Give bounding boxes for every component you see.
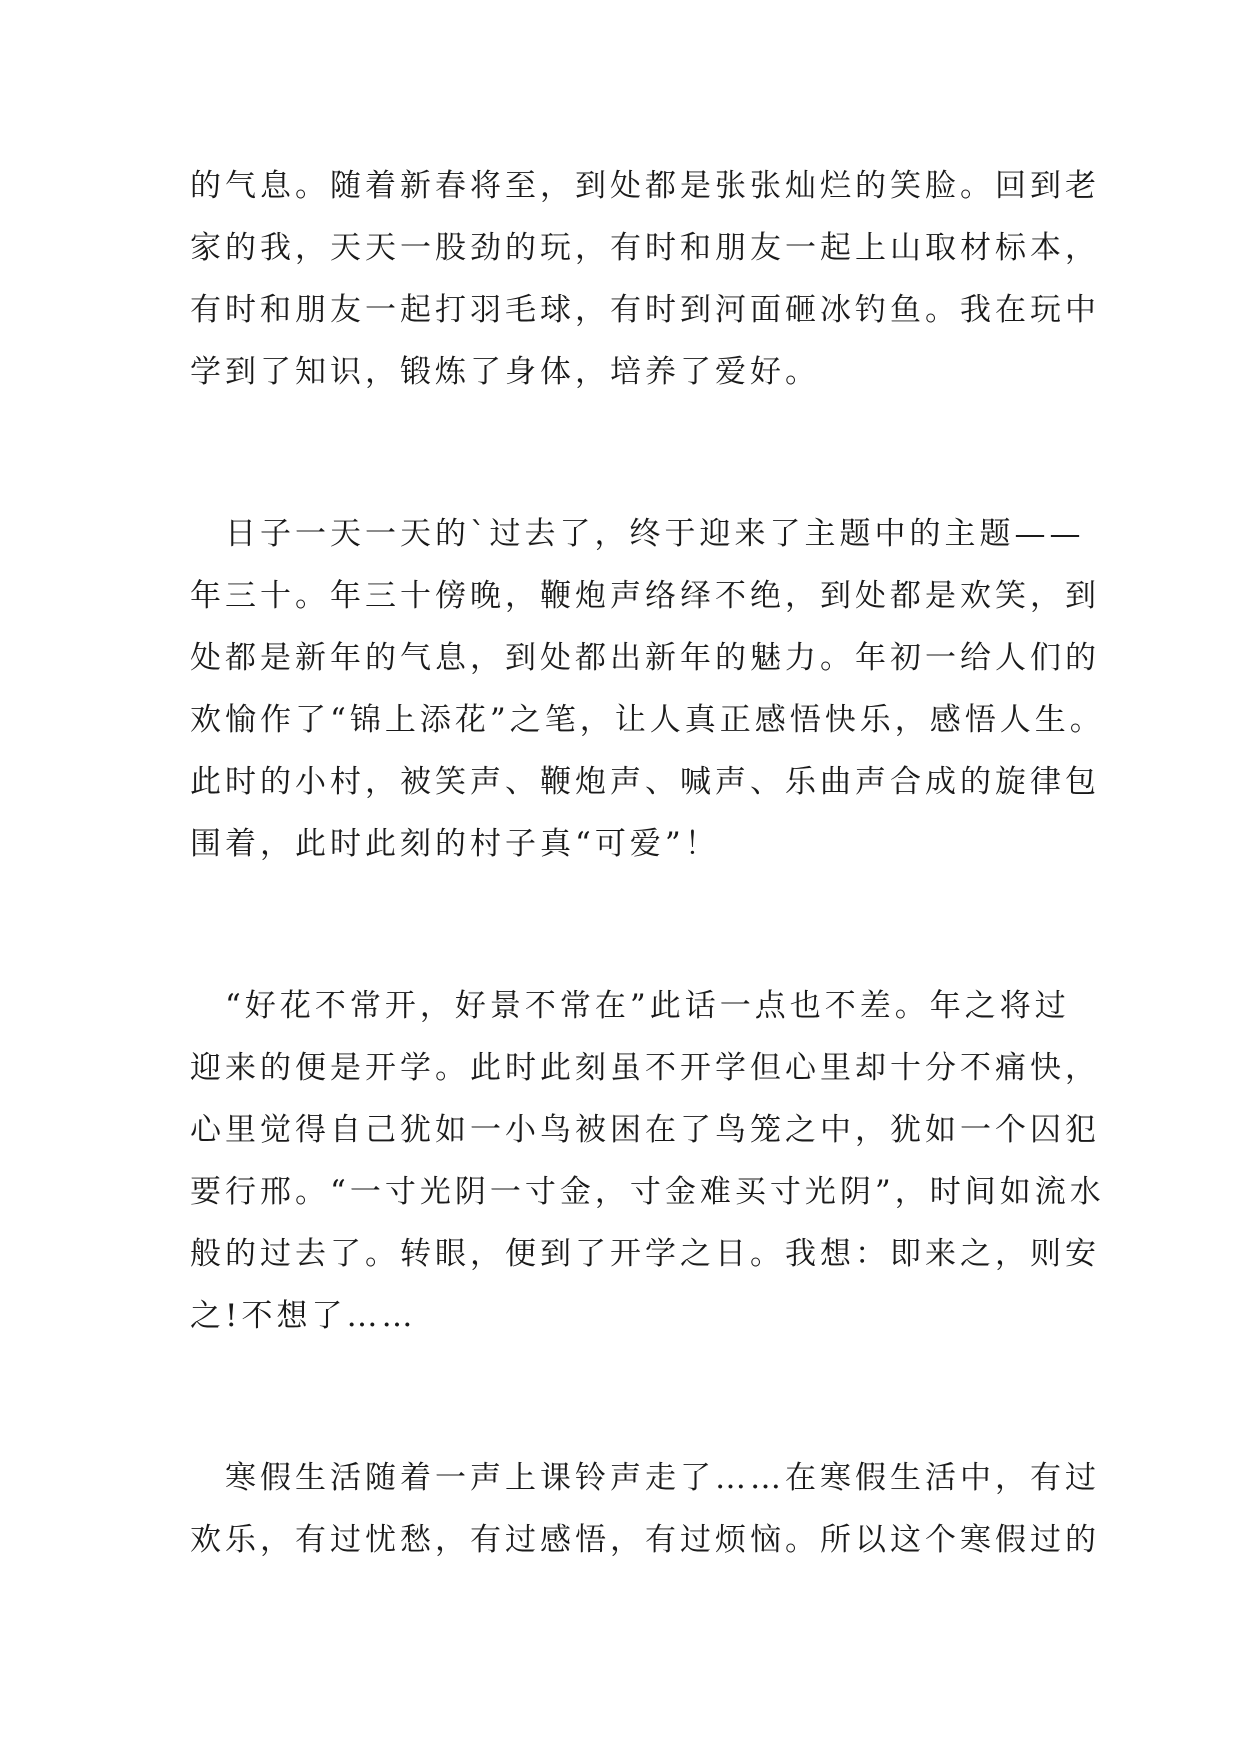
paragraph bbox=[190, 503, 1105, 875]
text-line: 学到了知识，锻炼了身体，培养了爱好。 bbox=[190, 354, 820, 390]
text-line: 寒假生活随着一声上课铃声走了……在寒假生活中，有过 bbox=[190, 1460, 1100, 1496]
text-line: 此时的小村，被笑声、鞭炮声、喊声、乐曲声合成的旋律包 bbox=[190, 764, 1100, 800]
paragraph bbox=[190, 975, 1105, 1347]
text-line: 之!不想了…… bbox=[190, 1298, 417, 1334]
text-line: 欢愉作了“锦上添花”之笔，让人真正感悟快乐，感悟人生。 bbox=[190, 702, 1105, 738]
text-line: “好花不常开，好景不常在”此话一点也不差。年之将过 bbox=[190, 988, 1070, 1024]
text-line: 心里觉得自己犹如一小鸟被困在了鸟笼之中，犹如一个囚犯 bbox=[190, 1112, 1100, 1148]
text-line: 围着，此时此刻的村子真“可爱”！ bbox=[190, 826, 720, 862]
text-line: 家的我，天天一股劲的玩，有时和朋友一起上山取材标本， bbox=[190, 230, 1100, 266]
text-line: 的气息。随着新春将至，到处都是张张灿烂的笑脸。回到老 bbox=[190, 168, 1100, 204]
text-line: 日子一天一天的`过去了，终于迎来了主题中的主题—— bbox=[190, 516, 1085, 552]
text-line: 迎来的便是开学。此时此刻虽不开学但心里却十分不痛快， bbox=[190, 1050, 1100, 1086]
text-line: 处都是新年的气息，到处都出新年的魅力。年初一给人们的 bbox=[190, 640, 1100, 676]
paragraph bbox=[190, 1447, 1100, 1571]
text-line: 般的过去了。转眼，便到了开学之日。我想：即来之，则安 bbox=[190, 1236, 1100, 1272]
text-line: 欢乐，有过忧愁，有过感悟，有过烦恼。所以这个寒假过的 bbox=[190, 1522, 1100, 1558]
text-line: 有时和朋友一起打羽毛球，有时到河面砸冰钓鱼。我在玩中 bbox=[190, 292, 1100, 328]
text-line: 要行邢。“一寸光阴一寸金，寸金难买寸光阴”，时间如流水 bbox=[190, 1174, 1105, 1210]
text-line: 年三十。年三十傍晚，鞭炮声络绎不绝，到处都是欢笑，到 bbox=[190, 578, 1100, 614]
paragraph bbox=[190, 155, 1100, 403]
